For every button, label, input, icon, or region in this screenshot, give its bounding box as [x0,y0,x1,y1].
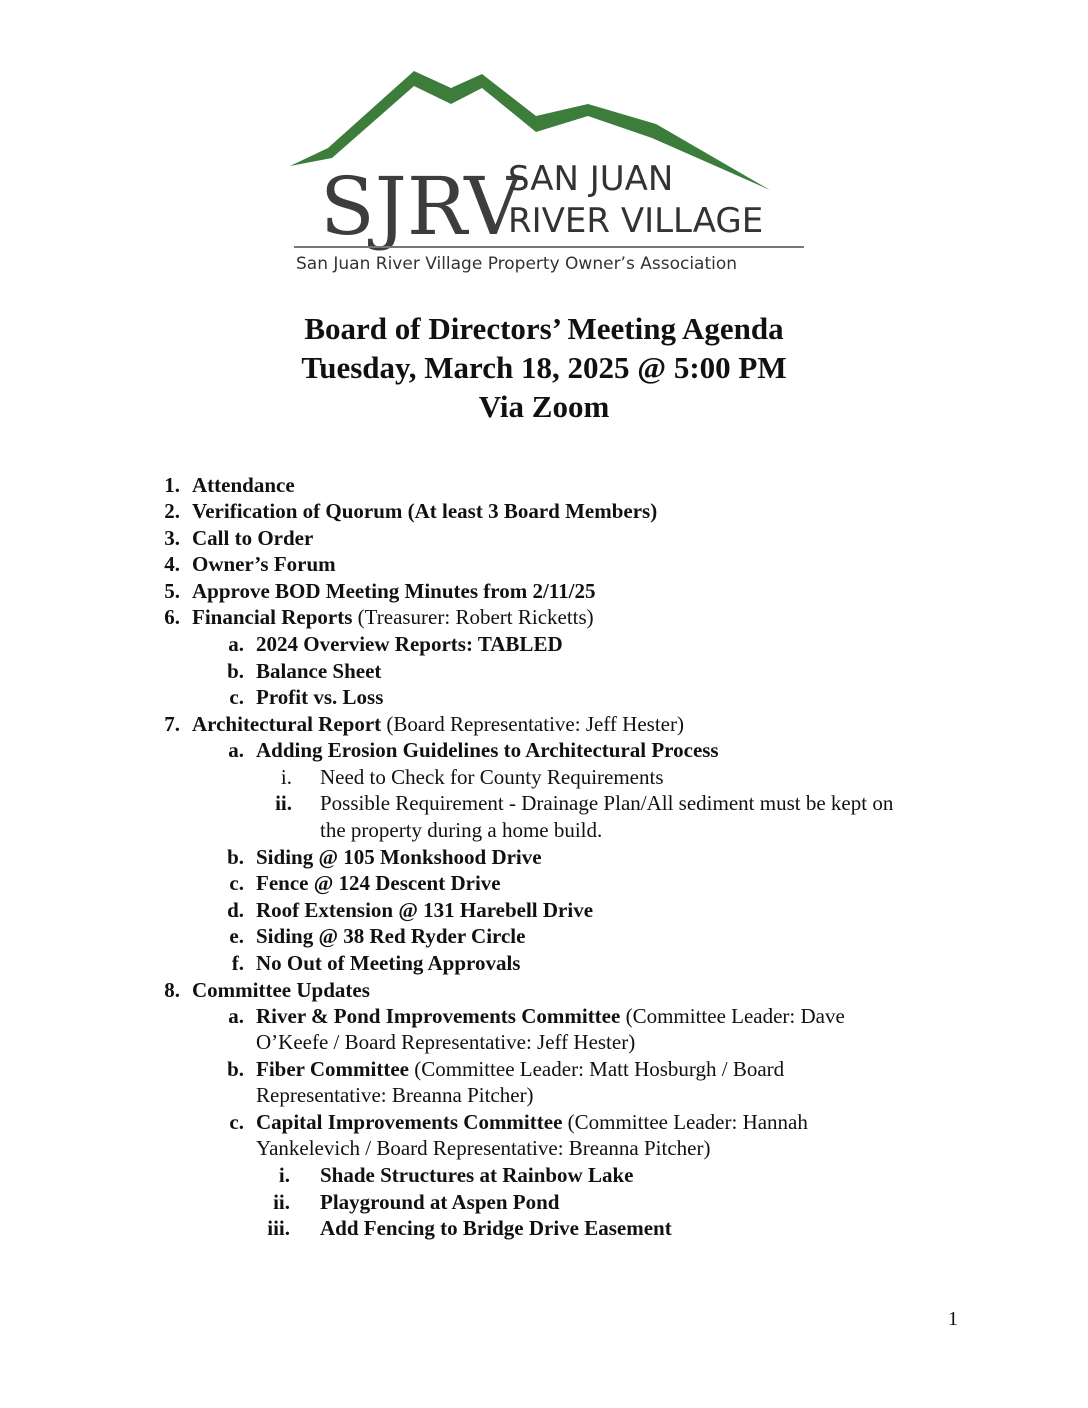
item-title: Shade Structures at Rainbow Lake [320,1163,634,1187]
title-line1: Board of Directors’ Meeting Agenda [304,311,784,346]
item-title: Verification of Quorum (At least 3 Board Members) [192,499,658,523]
item-number: b. [227,1057,244,1081]
item-number: b. [227,659,244,683]
item-title: Siding @ 105 Monkshood Drive [256,845,542,869]
title-line3: Via Zoom [478,389,610,424]
item-note: O’Keefe / Board Representative: Jeff Hester) [256,1030,636,1054]
item-title: Fence @ 124 Descent Drive [256,871,501,895]
item-number: i. [278,1163,290,1187]
item-note: Yankelevich / Board Representative: Breanna Pitcher) [256,1136,711,1160]
item-text: Possible Requirement - Drainage Plan/All sediment must be kept on [320,791,894,815]
item-title: Approve BOD Meeting Minutes from 2/11/25 [192,579,596,603]
item-number: c. [229,871,244,895]
item-title: River & Pond Improvements Committee [256,1004,621,1028]
page-number: 1 [948,1308,958,1330]
item-note: (Treasurer: Robert Ricketts) [352,605,594,629]
item-number: e. [229,924,244,948]
item-number: 5. [164,579,180,603]
item-number: c. [229,685,244,709]
item-number: 2. [164,499,180,523]
item-title: Siding @ 38 Red Ryder Circle [256,924,526,948]
item-title: No Out of Meeting Approvals [256,951,521,975]
item-title: Balance Sheet [256,659,382,683]
item-number: 7. [164,712,180,736]
logo-subtitle: San Juan River Village Property Owner’s Association [296,254,738,274]
logo-monogram: SJRV [320,160,523,253]
title-line2: Tuesday, March 18, 2025 @ 5:00 PM [301,350,787,385]
item-note: (Committee Leader: Matt Hosburgh / Board [408,1057,785,1081]
item-title: Fiber Committee [256,1057,409,1081]
item-note: (Committee Leader: Hannah [562,1110,808,1134]
item-number: 1. [164,473,180,497]
item-title: Call to Order [192,526,314,550]
item-number: a. [228,1004,244,1028]
item-note: Representative: Breanna Pitcher) [256,1083,534,1107]
item-number: a. [228,738,244,762]
item-number: ii. [273,1190,290,1214]
item-title: Architectural Report [192,712,382,736]
item-title: Committee Updates [192,978,370,1002]
item-number: 8. [164,978,180,1002]
item-title: Financial Reports [192,605,353,629]
item-number: c. [229,1110,244,1134]
item-title: Owner’s Forum [192,552,336,576]
item-number: 4. [164,552,180,576]
item-text: Need to Check for County Requirements [320,765,664,789]
item-number: b. [227,845,244,869]
item-number: i. [280,765,292,789]
item-title: Attendance [192,473,295,497]
logo-name-line2: RIVER VILLAGE [508,201,764,241]
agenda-title [0,309,1088,426]
item-note: (Board Representative: Jeff Hester) [381,712,684,736]
item-note: (Committee Leader: Dave [620,1004,845,1028]
item-number: 6. [164,605,180,629]
logo-name-line1: SAN JUAN [508,159,674,199]
item-number: f. [231,951,244,975]
item-title: Capital Improvements Committee [256,1110,563,1134]
item-text: the property during a home build. [320,818,603,842]
item-number: iii. [267,1216,290,1240]
sjrv-logo [286,66,808,280]
item-number: d. [227,898,244,922]
item-title: Adding Erosion Guidelines to Architectural Process [256,738,719,762]
item-number: a. [228,632,244,656]
item-number: 3. [164,526,180,550]
item-title: 2024 Overview Reports: TABLED [256,632,563,656]
item-title: Profit vs. Loss [256,685,384,709]
item-number: ii. [275,791,292,815]
item-title: Roof Extension @ 131 Harebell Drive [256,898,594,922]
item-title: Add Fencing to Bridge Drive Easement [320,1216,672,1240]
item-title: Playground at Aspen Pond [320,1190,560,1214]
